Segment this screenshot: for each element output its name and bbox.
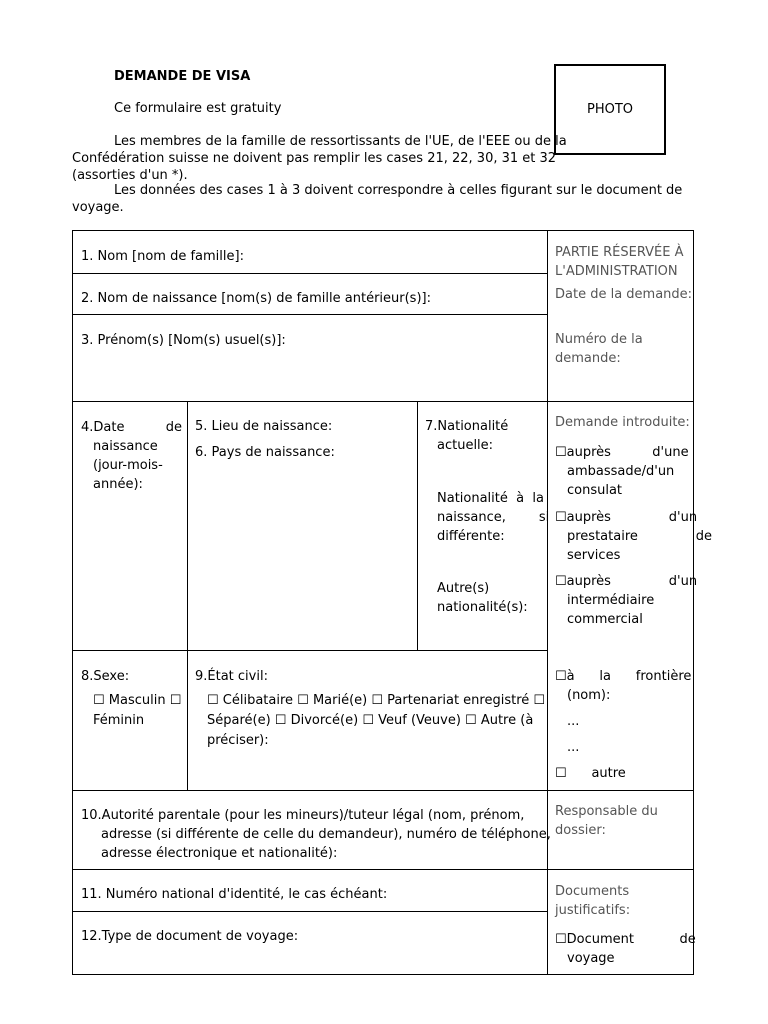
admin-responsable: Responsable du xyxy=(555,804,658,819)
admin-date-demande: Date de la demande: xyxy=(555,287,693,302)
field-4-line: (jour-mois- xyxy=(93,458,163,473)
field-4-line: naissance xyxy=(93,439,158,454)
field-7-line: Autre(s) xyxy=(437,581,490,596)
field-7-line: actuelle: xyxy=(437,438,494,453)
row-line xyxy=(73,314,547,315)
admin-option-prestataire[interactable]: ☐auprès d'un xyxy=(555,510,698,525)
field-10-line: adresse (si différente de celle du demandeur), numéro de téléphone, xyxy=(101,827,551,842)
row-line xyxy=(73,273,547,274)
col-divider-1 xyxy=(187,401,188,790)
admin-responsable-line2: dossier: xyxy=(555,823,606,838)
field-4-label: 4.Date de xyxy=(81,420,183,435)
row-line xyxy=(73,911,547,912)
admin-option-line: ambassade/d'un xyxy=(567,464,675,479)
field-7-label: 7.Nationalité xyxy=(425,419,509,434)
field-8-sexe: 8.Sexe: xyxy=(81,669,130,684)
admin-numero-demande: Numéro de la xyxy=(555,332,643,347)
row-line xyxy=(73,401,693,402)
field-7-line: Nationalité à la xyxy=(437,491,544,506)
admin-option-line: ... xyxy=(567,714,580,729)
field-3-prenoms[interactable]: 3. Prénom(s) [Nom(s) usuel(s)]: xyxy=(81,333,286,348)
intro-p1-line1: Les membres de la famille de ressortissants de l'UE, de l'EEE ou de la xyxy=(114,134,567,149)
field-2-nom-naissance[interactable]: 2. Nom de naissance [nom(s) de famille antérieur(s)]: xyxy=(81,291,431,306)
field-7-line: nationalité(s): xyxy=(437,600,528,615)
admin-option-line: prestataire de xyxy=(567,529,712,544)
field-5-lieu-naissance[interactable]: 5. Lieu de naissance: xyxy=(195,419,333,434)
field-9-etat-civil: 9.État civil: xyxy=(195,669,268,684)
field-7-line: naissance, si xyxy=(437,510,550,525)
admin-doc-option-document[interactable]: ☐Document de xyxy=(555,932,696,947)
row-line xyxy=(73,869,693,870)
admin-option-autre[interactable]: ☐ autre xyxy=(555,766,626,781)
intro-p2-line1: Les données des cases 1 à 3 doivent correspondre à celles figurant sur le document de xyxy=(114,183,683,198)
admin-option-frontiere[interactable]: ☐à la frontière xyxy=(555,669,692,684)
admin-documents-line2: justificatifs: xyxy=(555,903,631,918)
col-divider-2 xyxy=(417,401,418,650)
admin-numero-demande-line2: demande: xyxy=(555,351,621,366)
field-7-line: différente: xyxy=(437,529,505,544)
admin-column-divider xyxy=(547,231,548,974)
etat-civil-options-line1[interactable]: ☐ Célibataire ☐ Marié(e) ☐ Partenariat enregistré ☐ xyxy=(207,693,546,708)
admin-option-ambassade[interactable]: ☐auprès d'une xyxy=(555,445,689,460)
admin-heading: PARTIE RÉSERVÉE À xyxy=(555,245,684,260)
row-line xyxy=(73,650,547,651)
intro-p1-line3: (assorties d'un *). xyxy=(72,168,188,183)
admin-option-line: ... xyxy=(567,740,580,755)
field-10-line: 10.Autorité parentale (pour les mineurs)/tuteur légal (nom, prénom, xyxy=(81,808,525,823)
admin-option-line: intermédiaire xyxy=(567,593,655,608)
field-1-nom[interactable]: 1. Nom [nom de famille]: xyxy=(81,249,244,264)
field-10-line: adresse électronique et nationalité): xyxy=(101,846,338,861)
intro-paragraph-1 xyxy=(72,133,694,184)
admin-option-line: services xyxy=(567,548,621,563)
field-6-pays-naissance[interactable]: 6. Pays de naissance: xyxy=(195,445,335,460)
admin-documents: Documents xyxy=(555,884,630,899)
admin-option-line: (nom): xyxy=(567,688,611,703)
etat-civil-options-line3[interactable]: préciser): xyxy=(207,733,269,748)
sexe-option-masculin[interactable]: ☐ Masculin ☐ xyxy=(93,693,182,708)
intro-p1-line2: Confédération suisse ne doivent pas remplir les cases 21, 22, 30, 31 et 32 xyxy=(72,151,557,166)
admin-option-line: commercial xyxy=(567,612,643,627)
intro-paragraph-2 xyxy=(72,182,694,216)
free-form-note: Ce formulaire est gratuity xyxy=(114,101,282,116)
form-title: DEMANDE DE VISA xyxy=(114,69,251,84)
field-12-type-document[interactable]: 12.Type de document de voyage: xyxy=(81,929,299,944)
etat-civil-options-line2[interactable]: Séparé(e) ☐ Divorcé(e) ☐ Veuf (Veuve) ☐ Autre (à xyxy=(207,713,534,728)
visa-form-table xyxy=(72,230,712,975)
field-11-numero-identite[interactable]: 11. Numéro national d'identité, le cas échéant: xyxy=(81,887,388,902)
sexe-option-feminin[interactable]: Féminin xyxy=(93,713,145,728)
admin-option-line: consulat xyxy=(567,483,623,498)
admin-demande-introduite: Demande introduite: xyxy=(555,415,690,430)
intro-p2-line2: voyage. xyxy=(72,200,124,215)
field-4-line: année): xyxy=(93,477,143,492)
row-line xyxy=(73,790,693,791)
photo-label: PHOTO xyxy=(586,102,634,117)
admin-heading-line2: L'ADMINISTRATION xyxy=(555,264,678,279)
admin-option-intermediaire[interactable]: ☐auprès d'un xyxy=(555,574,698,589)
admin-option-line: voyage xyxy=(567,951,615,966)
